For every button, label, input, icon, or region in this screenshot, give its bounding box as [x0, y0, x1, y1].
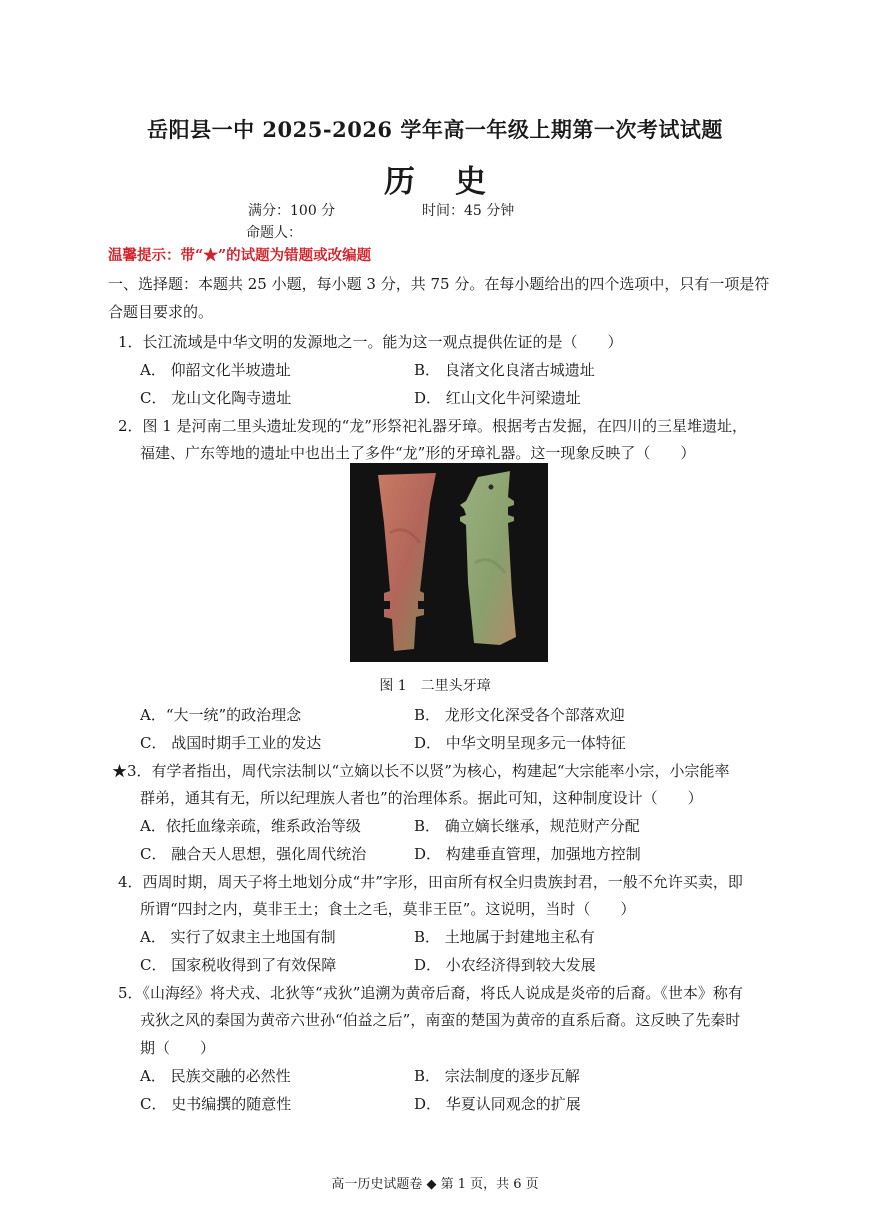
question-1-option-c: C． 龙山文化陶寺遗址 — [140, 389, 292, 407]
question-4-stem-line-1: 4．西周时期，周天子将土地划分成“井”字形，田亩所有权全归贵族封君，一般不允许买卖，即 — [118, 873, 743, 891]
question-5-stem-line-3: 期（ ） — [140, 1039, 216, 1057]
question-5-stem-line-1: 5．《山海经》将犬戎、北狄等“戎狄”追溯为黄帝后裔，将氐人说成是炎帝的后裔。《世本》称有 — [118, 984, 743, 1002]
question-3-stem-line-1: ★3．有学者指出，周代宗法制以“立嫡以长不以贤”为核心，构建起“大宗能率小宗，小宗能率 — [112, 762, 730, 780]
question-1-option-a: A． 仰韶文化半坡遗址 — [140, 361, 291, 379]
question-3-stem-line-2: 群弟，通其有无，所以纪理族人者也”的治理体系。据此可知，这种制度设计（ ） — [140, 789, 703, 807]
question-4-stem-line-2: 所谓“四封之内，莫非王土；食土之毛，莫非王臣”。这说明，当时（ ） — [140, 900, 636, 918]
question-5-stem-line-2: 戎狄之风的秦国为黄帝六世孙“伯益之后”，南蛮的楚国为黄帝的直系后裔。这反映了先秦时 — [140, 1011, 741, 1029]
figure-caption: 图 1 二里头牙璋 — [379, 678, 491, 694]
question-4-option-a: A． 实行了奴隶主土地国有制 — [140, 928, 336, 946]
question-3-option-c: C． 融合天人思想，强化周代统治 — [140, 845, 367, 863]
right-yazhang-shape — [460, 471, 516, 645]
question-5-option-d: D． 华夏认同观念的扩展 — [414, 1095, 581, 1113]
question-4-option-c: C． 国家税收得到了有效保障 — [140, 956, 337, 974]
section-instruction-line-1: 一、选择题：本题共 25 小题，每小题 3 分，共 75 分。在每小题给出的四个选项中，只有一项是符 — [108, 275, 770, 293]
question-5-option-b: B． 宗法制度的逐步瓦解 — [414, 1067, 580, 1085]
question-2-stem-line-1: 2．图 1 是河南二里头遗址发现的“龙”形祭祀礼器牙璋。根据考古发掘，在四川的三星堆遗址， — [118, 417, 747, 435]
full-score: 满分：100 分 — [248, 203, 336, 219]
question-4-option-b: B． 土地属于封建地主私有 — [414, 928, 595, 946]
question-3-option-a: A．依托血缘亲疏，维系政治等级 — [140, 817, 361, 835]
section-instruction-line-2: 合题目要求的。 — [108, 303, 214, 321]
question-4-option-d: D． 小农经济得到较大发展 — [414, 956, 596, 974]
question-2-option-c: C． 战国时期手工业的发达 — [140, 734, 322, 752]
subject-title: 历史 — [384, 164, 526, 200]
question-1-stem: 1．长江流域是中华文明的发源地之一。能为这一观点提供佐证的是（ ） — [118, 333, 623, 351]
question-2-stem-line-2: 福建、广东等地的遗址中也出土了多件“龙”形的牙璋礼器。这一现象反映了（ ） — [140, 444, 696, 462]
yazhang-image — [350, 463, 548, 662]
exam-title: 岳阳县一中 2025-2026 学年高一年级上期第一次考试试题 — [147, 117, 723, 142]
yazhang-figure — [350, 463, 548, 662]
question-5-option-c: C． 史书编撰的随意性 — [140, 1095, 292, 1113]
page-footer: 高一历史试题卷 ◆ 第 1 页，共 6 页 — [331, 1177, 539, 1192]
question-3-option-b: B． 确立嫡长继承，规范财产分配 — [414, 817, 640, 835]
question-2-option-d: D． 中华文明呈现多元一体特征 — [414, 734, 626, 752]
question-2-option-a: A．“大一统”的政治理念 — [140, 706, 302, 724]
question-1-option-b: B． 良渚文化良渚古城遗址 — [414, 361, 595, 379]
warm-tip: 温馨提示：带“★”的试题为错题或改编题 — [108, 247, 372, 264]
left-yazhang-shape — [378, 473, 436, 651]
exam-time: 时间：45 分钟 — [422, 203, 515, 219]
question-3-option-d: D． 构建垂直管理，加强地方控制 — [414, 845, 641, 863]
question-author: 命题人： — [246, 225, 302, 241]
question-5-option-a: A． 民族交融的必然性 — [140, 1067, 291, 1085]
question-1-option-d: D． 红山文化牛河梁遗址 — [414, 389, 581, 407]
question-2-option-b: B． 龙形文化深受各个部落欢迎 — [414, 706, 625, 724]
